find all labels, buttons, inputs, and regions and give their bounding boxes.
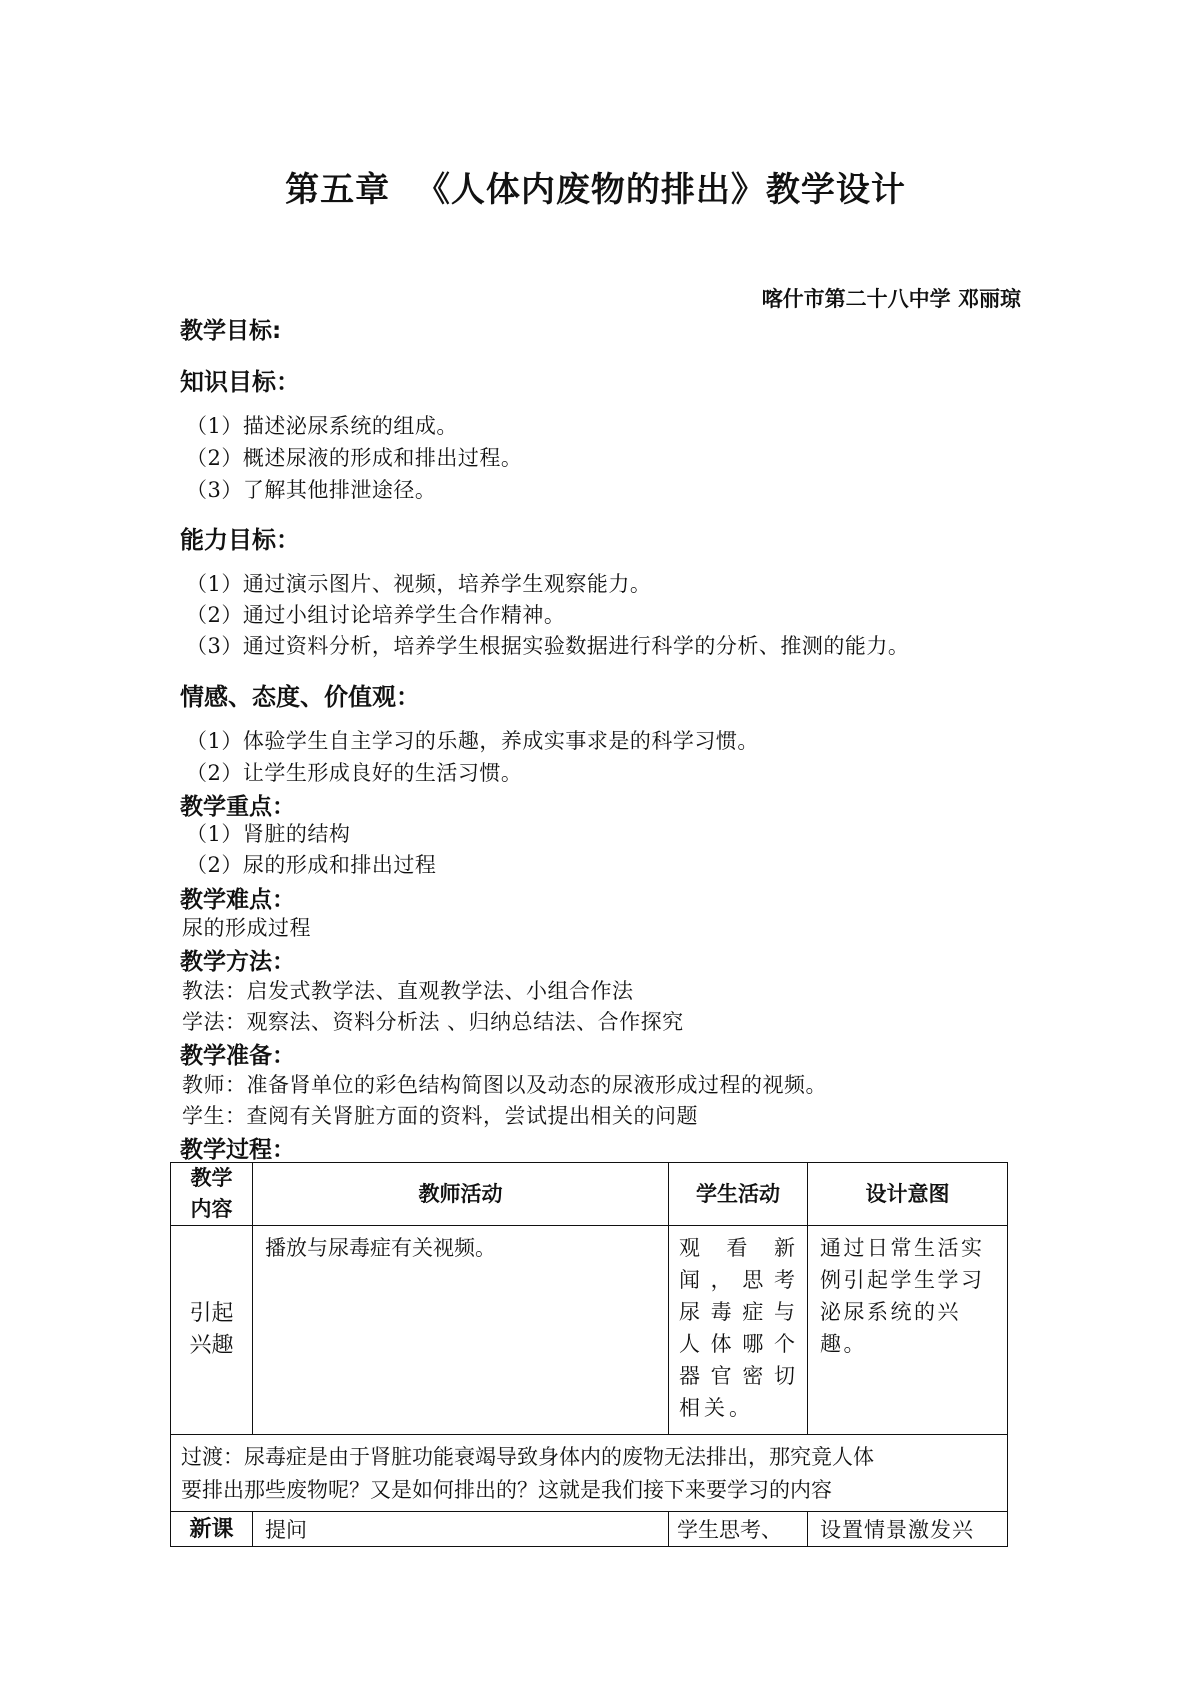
ability-item: （1）通过演示图片、视频，培养学生观察能力。 — [186, 572, 652, 596]
ability-item: （3）通过资料分析，培养学生根据实验数据进行科学的分析、推测的能力。 — [186, 634, 910, 658]
key-point-item: （1）肾脏的结构 — [186, 822, 351, 846]
design-intent-cell — [808, 1226, 1008, 1435]
table-row — [171, 1226, 1008, 1435]
design-intent-line: 泌尿系统的兴 — [820, 1300, 961, 1324]
design-intent-line: 例引起学生学习 — [820, 1268, 985, 1292]
knowledge-item: （3）了解其他排泄途径。 — [186, 478, 437, 502]
table-row — [171, 1512, 1008, 1547]
preparation-item: 学生：查阅有关肾脏方面的资料，尝试提出相关的问题 — [182, 1104, 698, 1128]
knowledge-item: （1）描述泌尿系统的组成。 — [186, 414, 458, 438]
ability-heading: 能力目标： — [180, 526, 300, 554]
preparation-heading: 教学准备： — [180, 1043, 295, 1069]
student-activity-line: 人体哪个 — [679, 1332, 799, 1356]
header-content-line: 教学 — [190, 1166, 233, 1190]
teaching-process-table — [170, 1162, 1008, 1547]
emotion-item: （2）让学生形成良好的生活习惯。 — [186, 761, 523, 785]
header-student-activity: 学生活动 — [669, 1163, 808, 1226]
method-item: 教法：启发式教学法、直观教学法、小组合作法 — [182, 979, 634, 1003]
header-content-line: 内容 — [190, 1197, 233, 1221]
ability-item: （2）通过小组讨论培养学生合作精神。 — [186, 603, 566, 627]
key-point-item: （2）尿的形成和排出过程 — [186, 853, 437, 877]
student-activity-line: 尿毒症与 — [679, 1300, 799, 1324]
objectives-heading: 教学目标: — [180, 318, 282, 344]
row-content-line: 引起 — [189, 1301, 234, 1326]
author-line: 喀什市第二十八中学 邓丽琼 — [761, 287, 1021, 311]
student-activity-line: 相关。 — [679, 1396, 754, 1420]
student-activity-cell — [669, 1226, 808, 1435]
preparation-item: 教师：准备肾单位的彩色结构简图以及动态的尿液形成过程的视频。 — [182, 1073, 827, 1097]
row-content-label: 新课 — [171, 1512, 253, 1547]
method-item: 学法：观察法、资料分析法 、归纳总结法、合作探究 — [182, 1010, 684, 1034]
header-teacher-activity: 教师活动 — [253, 1163, 669, 1226]
row-content-label — [171, 1226, 253, 1435]
design-intent-line: 通过日常生活实 — [820, 1236, 985, 1260]
table-header-row — [171, 1163, 1008, 1226]
emotion-item: （1）体验学生自主学习的乐趣，养成实事求是的科学习惯。 — [186, 729, 759, 753]
transition-line: 过渡：尿毒症是由于肾脏功能衰竭导致身体内的废物无法排出，那究竟人体 — [181, 1445, 874, 1469]
header-content — [171, 1163, 253, 1226]
knowledge-item: （2）概述尿液的形成和排出过程。 — [186, 446, 523, 470]
emotion-heading: 情感、态度、价值观： — [180, 683, 420, 711]
header-design-intent: 设计意图 — [808, 1163, 1008, 1226]
difficulty-text: 尿的形成过程 — [182, 916, 311, 940]
student-activity-line: 观看新 — [679, 1236, 799, 1260]
key-points-heading: 教学重点： — [180, 794, 295, 820]
student-activity-line: 闻，思考 — [679, 1268, 799, 1292]
teacher-activity-cell: 播放与尿毒症有关视频。 — [253, 1226, 669, 1435]
transition-cell — [171, 1435, 1008, 1512]
difficulty-heading: 教学难点： — [180, 887, 295, 913]
row-content-line: 兴趣 — [189, 1333, 234, 1358]
table-row — [171, 1435, 1008, 1512]
transition-line: 要排出那些废物呢？又是如何排出的？这就是我们接下来要学习的内容 — [181, 1478, 832, 1502]
methods-heading: 教学方法： — [180, 949, 295, 975]
teacher-activity-cell: 提问 — [253, 1512, 669, 1547]
student-activity-cell: 学生思考、 — [669, 1512, 808, 1547]
process-heading: 教学过程： — [180, 1137, 295, 1163]
student-activity-line: 器官密切 — [679, 1364, 799, 1388]
design-intent-line: 趣。 — [820, 1332, 867, 1356]
page-title: 第五章 《人体内废物的排出》教学设计 — [285, 170, 906, 210]
knowledge-heading: 知识目标： — [180, 368, 300, 396]
design-intent-cell: 设置情景激发兴 — [808, 1512, 1008, 1547]
